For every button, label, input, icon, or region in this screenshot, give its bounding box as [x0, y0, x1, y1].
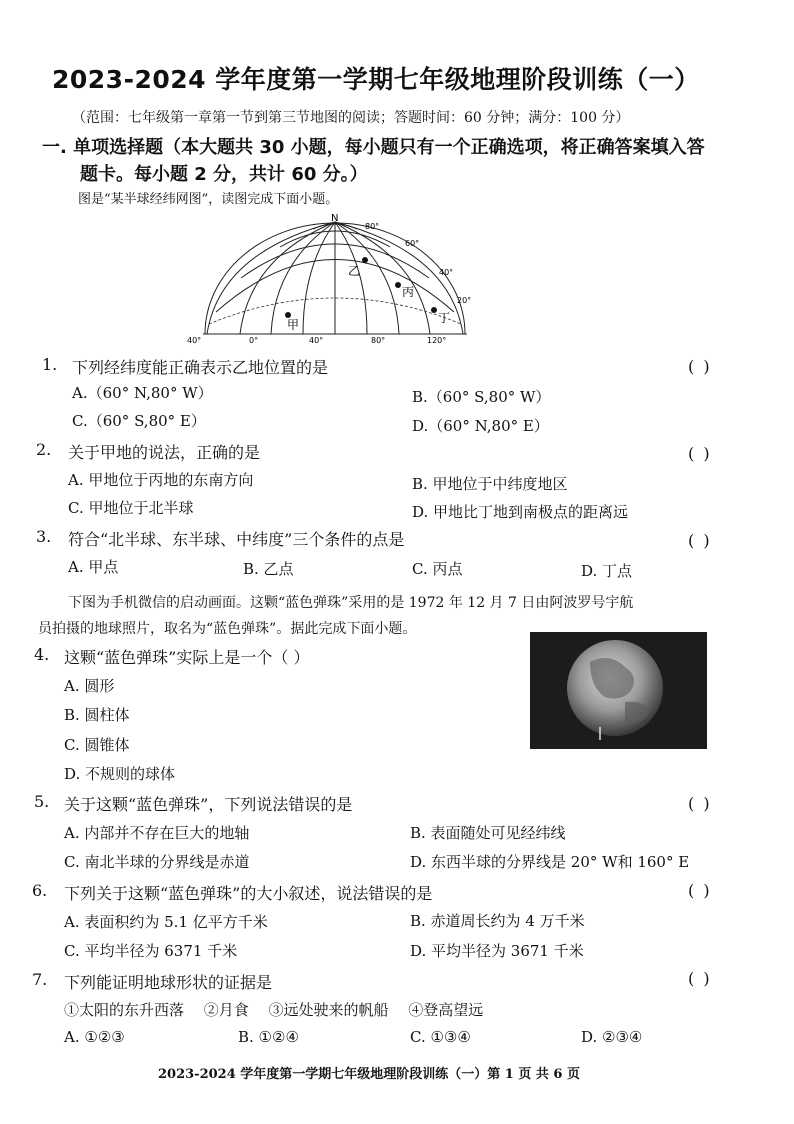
- answer-blank: ( ): [688, 794, 712, 813]
- option-c: C. 丙点: [412, 560, 463, 578]
- option-a: A. ①②③: [64, 1028, 125, 1046]
- option-b: B. 乙点: [243, 560, 294, 578]
- point-bing: [395, 282, 401, 288]
- section-heading-line2: 题卡。每小题 2 分，共计 60 分。）: [80, 164, 368, 185]
- option-d: D. 平均半径为 3671 千米: [410, 942, 584, 960]
- question-number: 6.: [32, 881, 48, 900]
- option-b: B. 赤道周长约为 4 万千米: [410, 912, 585, 930]
- question-number: 3.: [36, 527, 52, 546]
- lat-label: 80°: [365, 222, 380, 231]
- point-ding: [431, 307, 437, 313]
- option-d: D. 不规则的球体: [64, 765, 176, 783]
- option-d: D. 甲地比丁地到南极点的距离远: [412, 503, 629, 521]
- figure-intro: 图是“某半球经纬网图”，读图完成下面小题。: [78, 192, 339, 207]
- option-a: A. 甲地位于丙地的东南方向: [68, 471, 254, 489]
- option-a: A. 甲点: [68, 558, 119, 576]
- north-label: N: [331, 213, 339, 224]
- question-text: 下列关于这颗“蓝色弹珠”的大小叙述，说法错误的是: [64, 884, 433, 903]
- option-b: B. 表面随处可见经纬线: [410, 824, 566, 842]
- option-a: A. 表面积约为 5.1 亿平方千米: [64, 913, 268, 931]
- lon-label: 0°: [249, 336, 259, 345]
- lon-label: 40°: [309, 336, 324, 345]
- question-text: 关于这颗“蓝色弹珠”，下列说法错误的是: [64, 795, 353, 814]
- context-paragraph-line2: 员拍摄的地球照片，取名为“蓝色弹珠”。据此完成下面小题。: [38, 621, 417, 637]
- lon-label: 40°: [187, 336, 202, 345]
- question-number: 2.: [36, 440, 52, 459]
- option-b: B.（60° S,80° W）: [412, 388, 551, 406]
- option-c: C. 南北半球的分界线是赤道: [64, 853, 250, 871]
- option-a: A. 圆形: [64, 677, 115, 695]
- point-label: 甲: [287, 318, 300, 332]
- option-b: B. 甲地位于中纬度地区: [412, 475, 568, 493]
- option-b: B. ①②④: [238, 1028, 299, 1046]
- lon-label: 120°: [427, 336, 447, 345]
- point-label: 乙: [348, 264, 361, 278]
- lon-label: 80°: [371, 336, 386, 345]
- question-number: 7.: [32, 970, 48, 989]
- blue-marble-photo: [530, 632, 707, 749]
- question-text: 符合“北半球、东半球、中纬度”三个条件的点是: [68, 530, 405, 549]
- option-c: C. 平均半径为 6371 千米: [64, 942, 238, 960]
- question-text: 关于甲地的说法，正确的是: [68, 443, 261, 462]
- answer-blank: ( ): [688, 881, 712, 900]
- context-paragraph-line1: 下图为手机微信的启动画面。这颗“蓝色弹珠”采用的是 1972 年 12 月 7 日由阿波罗号宇航: [68, 595, 634, 611]
- answer-blank: ( ): [688, 357, 712, 376]
- option-a: A.（60° N,80° W）: [72, 384, 213, 402]
- option-c: C.（60° S,80° E）: [72, 412, 206, 430]
- graticule-map: [185, 212, 485, 348]
- answer-blank: ( ): [688, 969, 712, 988]
- page-title: 2023-2024 学年度第一学期七年级地理阶段训练（一）: [52, 65, 700, 94]
- lat-label: 60°: [405, 239, 420, 248]
- option-d: D. 东西半球的分界线是 20° W和 160° E: [410, 853, 690, 871]
- exam-scope: （范围：七年级第一章第一节到第三节地图的阅读；答题时间：60 分钟；满分：100 分）: [72, 110, 630, 126]
- question-number: 1.: [42, 355, 58, 374]
- option-d: D. 丁点: [581, 562, 633, 580]
- option-a: A. 内部并不存在巨大的地轴: [64, 824, 250, 842]
- option-c: C. ①③④: [410, 1028, 471, 1046]
- answer-blank: ( ): [688, 444, 712, 463]
- option-d: D.（60° N,80° E）: [412, 417, 549, 435]
- option-c: C. 圆锥体: [64, 736, 130, 754]
- point-label: 丙: [402, 285, 415, 299]
- section-heading-line1: 一. 单项选择题（本大题共 30 小题，每小题只有一个正确选项，将正确答案填入答: [42, 137, 705, 158]
- question-number: 5.: [34, 792, 50, 811]
- statement-list: ①太阳的东升西落 ②月食 ③远处驶来的帆船 ④登高望远: [64, 1001, 484, 1019]
- lat-label: 20°: [457, 296, 472, 305]
- question-number: 4.: [34, 645, 50, 664]
- question-text: 这颗“蓝色弹珠”实际上是一个（ ）: [64, 648, 310, 667]
- option-c: C. 甲地位于北半球: [68, 499, 194, 517]
- point-yi: [362, 257, 368, 263]
- option-b: B. 圆柱体: [64, 706, 130, 724]
- option-d: D. ②③④: [581, 1028, 643, 1046]
- question-text: 下列经纬度能正确表示乙地位置的是: [72, 358, 329, 377]
- question-text: 下列能证明地球形状的证据是: [64, 973, 273, 992]
- lat-label: 40°: [439, 268, 454, 277]
- page-footer: 2023-2024 学年度第一学期七年级地理阶段训练（一）第 1 页 共 6 页: [158, 1067, 581, 1082]
- point-label: 丁: [438, 311, 451, 325]
- answer-blank: ( ): [688, 531, 712, 550]
